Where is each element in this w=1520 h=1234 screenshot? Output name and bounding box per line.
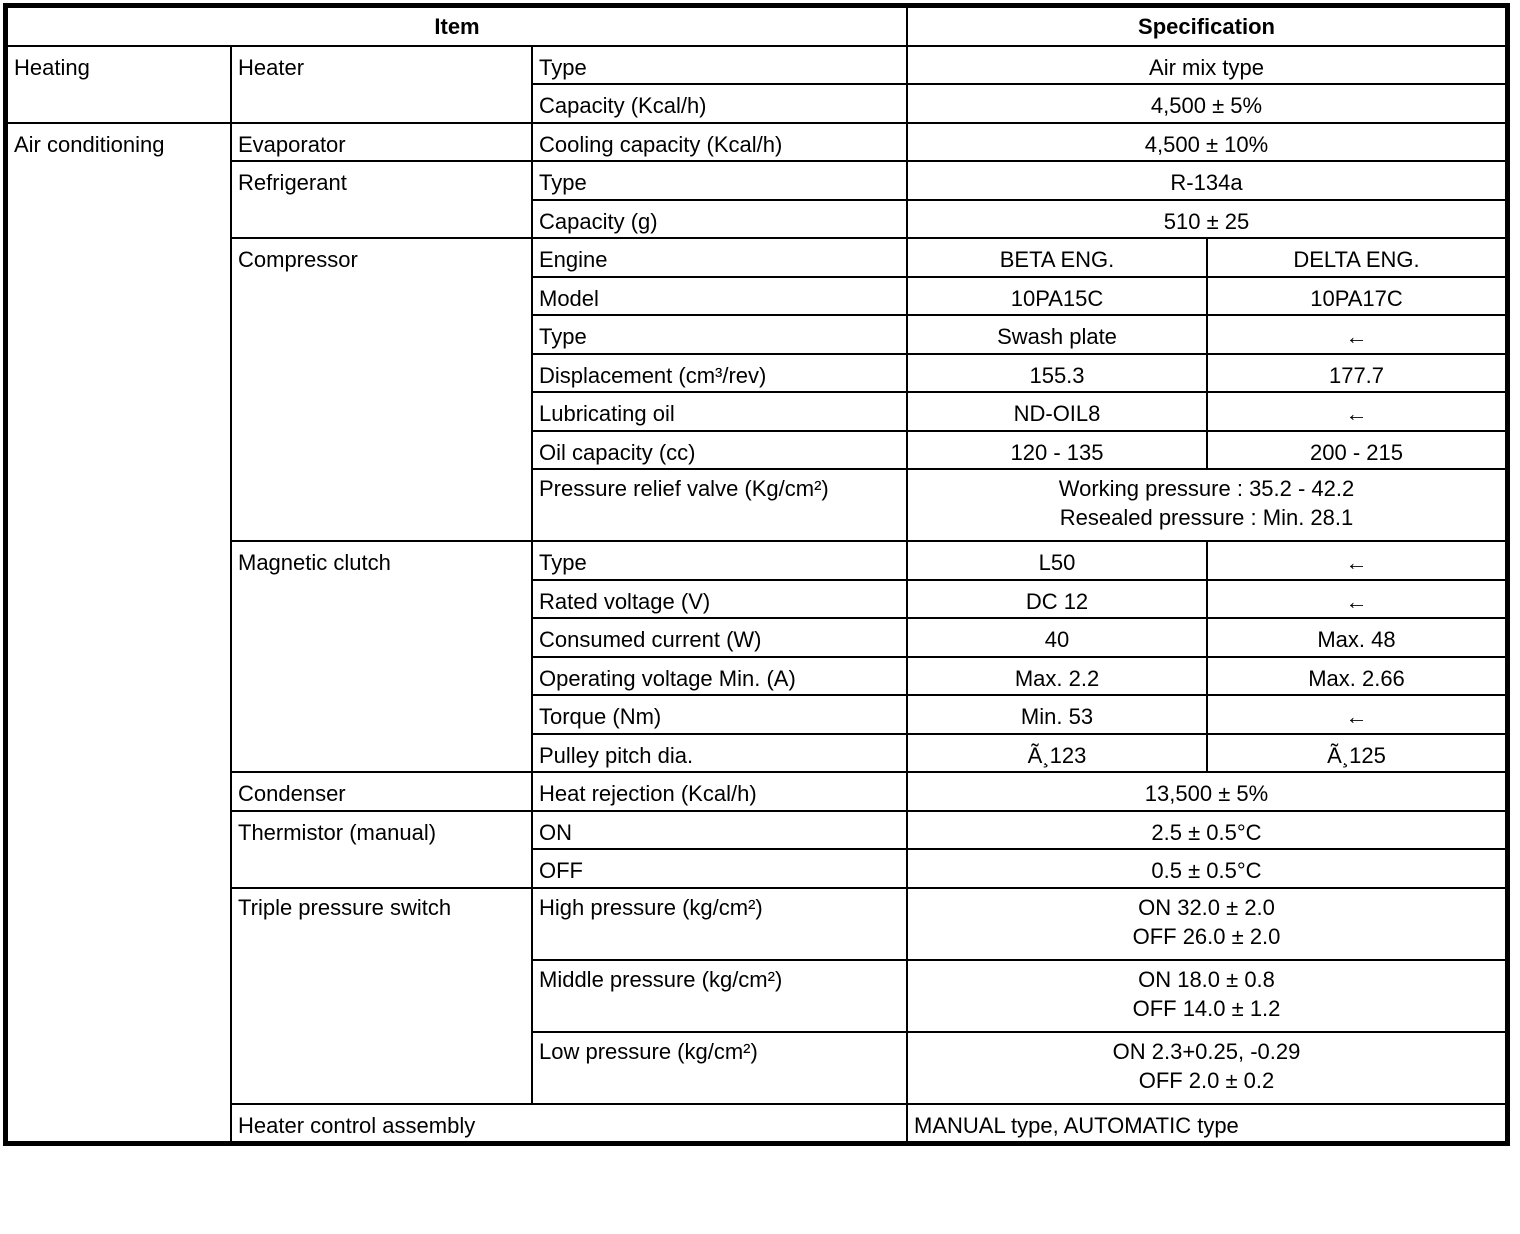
spec-value-beta: L50 [907,541,1207,580]
item-label: Rated voltage (V) [532,580,907,619]
component-heater: Heater [231,46,532,123]
spec-value [907,960,1506,1032]
spec-value: 4,500 ± 5% [907,84,1506,123]
table-row [7,541,1506,580]
spec-value: MANUAL type, AUTOMATIC type [907,1104,1506,1143]
table-row [7,123,1506,162]
item-label: Oil capacity (cc) [532,431,907,470]
spec-value-beta: 40 [907,618,1207,657]
spec-line: OFF 14.0 ± 1.2 [1132,995,1281,1021]
item-label: Pressure relief valve (Kg/cm²) [532,469,907,541]
header-item: Item [7,7,907,46]
same-as-left-arrow-icon: ← [1207,580,1506,619]
header-row [7,7,1506,46]
item-label: Low pressure (kg/cm²) [532,1032,907,1104]
spec-value-beta: Ã¸123 [907,734,1207,773]
component-magnetic-clutch: Magnetic clutch [231,541,532,772]
engine-delta: DELTA ENG. [1207,238,1506,277]
spec-value: Air mix type [907,46,1506,85]
spec-value [907,888,1506,960]
table-row [7,1104,1506,1143]
spec-line: ON 2.3+0.25, -0.29 [1112,1038,1301,1064]
item-label: Operating voltage Min. (A) [532,657,907,696]
item-label: Pulley pitch dia. [532,734,907,773]
category-heater-control-assembly: Heater control assembly [231,1104,907,1143]
same-as-left-arrow-icon: ← [1207,541,1506,580]
specification-table [6,6,1507,1143]
item-label: Heat rejection (Kcal/h) [532,772,907,811]
component-evaporator: Evaporator [231,123,532,162]
spec-value-delta: Max. 2.66 [1207,657,1506,696]
spec-line: ON 18.0 ± 0.8 [1138,966,1275,992]
category-air-conditioning: Air conditioning [7,123,231,1143]
spec-value-beta: DC 12 [907,580,1207,619]
spec-value-beta: 155.3 [907,354,1207,393]
table-row [7,772,1506,811]
item-label: ON [532,811,907,850]
item-label: Torque (Nm) [532,695,907,734]
component-compressor: Compressor [231,238,532,541]
item-label: Type [532,46,907,85]
item-label: Engine [532,238,907,277]
spec-value-beta: Max. 2.2 [907,657,1207,696]
spec-value-delta: Ã¸125 [1207,734,1506,773]
item-label: Cooling capacity (Kcal/h) [532,123,907,162]
spec-value-delta: 200 - 215 [1207,431,1506,470]
spec-line: ON 32.0 ± 2.0 [1138,894,1275,920]
spec-value: R-134a [907,161,1506,200]
table-row [7,888,1506,960]
spec-value-beta: 120 - 135 [907,431,1207,470]
item-label: High pressure (kg/cm²) [532,888,907,960]
component-triple-pressure-switch: Triple pressure switch [231,888,532,1104]
item-label: Model [532,277,907,316]
spec-value-beta: 10PA15C [907,277,1207,316]
spec-line: OFF 2.0 ± 0.2 [1138,1067,1275,1093]
item-label: OFF [532,849,907,888]
spec-value [907,469,1506,541]
spec-value-delta: 177.7 [1207,354,1506,393]
item-label: Capacity (g) [532,200,907,239]
spec-line: Resealed pressure : Min. 28.1 [1059,505,1354,530]
table-row [7,811,1506,850]
spec-value: 510 ± 25 [907,200,1506,239]
item-label: Type [532,541,907,580]
spec-value: 0.5 ± 0.5°C [907,849,1506,888]
category-heating: Heating [7,46,231,123]
item-label: Capacity (Kcal/h) [532,84,907,123]
same-as-left-arrow-icon: ← [1207,695,1506,734]
table-row [7,238,1506,277]
engine-beta: BETA ENG. [907,238,1207,277]
item-label: Lubricating oil [532,392,907,431]
spec-value-beta: Min. 53 [907,695,1207,734]
spec-value-delta: Max. 48 [1207,618,1506,657]
spec-value [907,1032,1506,1104]
table-row [7,46,1506,85]
spec-value-beta: Swash plate [907,315,1207,354]
item-label: Consumed current (W) [532,618,907,657]
component-refrigerant: Refrigerant [231,161,532,238]
item-label: Displacement (cm³/rev) [532,354,907,393]
item-label: Middle pressure (kg/cm²) [532,960,907,1032]
spec-value-delta: 10PA17C [1207,277,1506,316]
spec-line: Working pressure : 35.2 - 42.2 [1058,476,1355,501]
spec-value: 13,500 ± 5% [907,772,1506,811]
spec-value: 2.5 ± 0.5°C [907,811,1506,850]
item-label: Type [532,315,907,354]
same-as-left-arrow-icon: ← [1207,392,1506,431]
same-as-left-arrow-icon: ← [1207,315,1506,354]
component-condenser: Condenser [231,772,532,811]
table-row [7,161,1506,200]
spec-line: OFF 26.0 ± 2.0 [1132,923,1281,949]
spec-value-beta: ND-OIL8 [907,392,1207,431]
component-thermistor: Thermistor (manual) [231,811,532,888]
header-specification: Specification [907,7,1506,46]
spec-value: 4,500 ± 10% [907,123,1506,162]
item-label: Type [532,161,907,200]
